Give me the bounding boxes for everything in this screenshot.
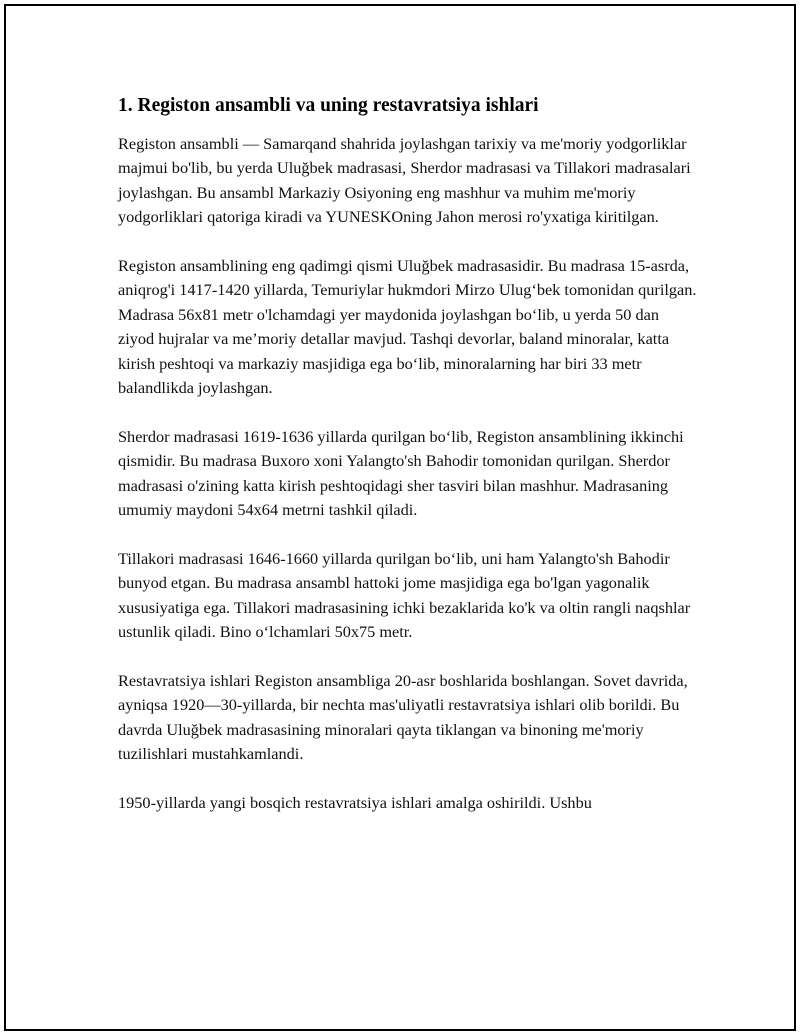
section-heading: 1. Registon ansambli va uning restavratsiya ishlari — [118, 95, 539, 116]
paragraph-restoration-early: Restavratsiya ishlari Registon ansambliga 20-asr boshlarida boshlangan. Sovet davrida, ayniqsa 1920—30-yillarda, bir nechta mas'uliyatli restavratsiya ishlari olib borildi. Bu davrda Uluğbek madrasasining minoralari qayta tiklangan va binoning me'moriy tuzilishlari mustahkamlandi. — [118, 670, 688, 764]
paragraph-tillakori-madrasa: Tillakori madrasasi 1646-1660 yillarda qurilgan bo‘lib, uni ham Yalangto'sh Bahodir bunyod etgan. Bu madrasa ansambl hattoki jome masjidiga ega bo'lgan yagonalik xususiyatiga ega. Tillakori madrasasining ichki bezaklarida ko'k va oltin rangli naqshlar ustunlik qiladi. Bino o‘lchamlari 50x75 metr. — [118, 548, 691, 642]
paragraph-ulugbek-madrasa: Registon ansamblining eng qadimgi qismi Uluğbek madrasasidir. Bu madrasa 15-asrda, aniqrog'i 1417-1420 yillarda, Temuriylar hukmdori Mirzo Ulug‘bek tomonidan qurilgan. Madrasa 56x81 metr o'lchamdagi yer maydonida joylashgan bo‘lib, u yerda 50 dan ziyod hujralar va me’moriy detallar mavjud. Tashqi devorlar, baland minoralar, katta kirish peshtoqi va markaziy masjidiga ega bo‘lib, minoralarning har biri 33 metr balandlikda joylashgan. — [118, 256, 697, 398]
document-body — [118, 94, 698, 840]
paragraph-sherdor-madrasa: Sherdor madrasasi 1619-1636 yillarda qurilgan bo‘lib, Registon ansamblining ikkinchi qismidir. Bu madrasa Buxoro xoni Yalangto'sh Bahodir tomonidan qurilgan. Sherdor madrasasi o'zining katta kirish peshtoqidagi sher tasviri bilan mashhur. Madrasaning umumiy maydoni 54x64 metrni tashkil qiladi. — [118, 426, 684, 520]
paragraph-restoration-1950s: 1950-yillarda yangi bosqich restavratsiya ishlari amalga oshirildi. Ushbu — [118, 792, 592, 812]
paragraph-intro: Registon ansambli — Samarqand shahrida joylashgan tarixiy va me'moriy yodgorliklar majmui bo'lib, bu yerda Uluğbek madrasasi, Sherdor madrasasi va Tillakori madrasalari joylashgan. Bu ansambl Markaziy Osiyoning eng mashhur va muhim me'moriy yodgorliklari qatoriga kiradi va YUNESKOning Jahon merosi ro'yxatiga kiritilgan. — [118, 134, 691, 227]
